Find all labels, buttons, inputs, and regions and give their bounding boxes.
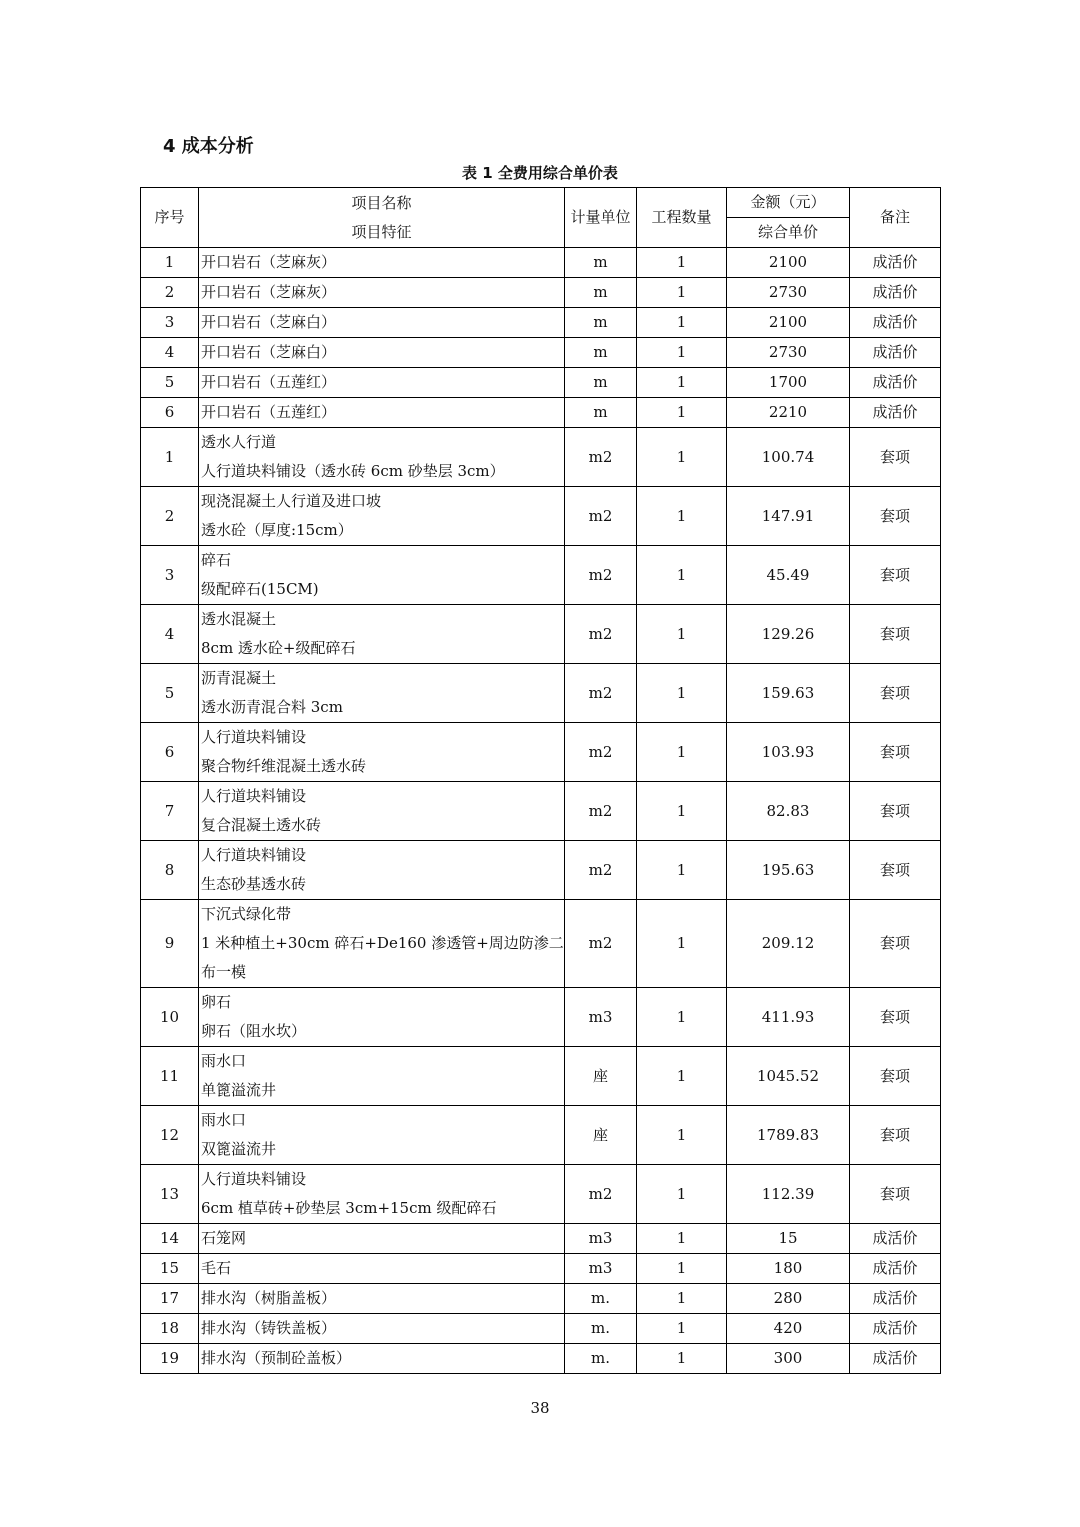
table-row	[141, 782, 941, 841]
row-unit-price-cell: 195.63	[727, 841, 850, 900]
item-feature: 6cm 植草砖+砂垫层 3cm+15cm 级配碎石	[201, 1199, 497, 1217]
row-index-cell: 7	[141, 782, 199, 841]
row-remark-cell: 套项	[850, 546, 941, 605]
row-unit-cell: m	[565, 278, 637, 308]
row-unit-cell: m	[565, 308, 637, 338]
row-unit-cell: m3	[565, 988, 637, 1047]
row-index-cell: 1	[141, 428, 199, 487]
row-unit-cell: m2	[565, 605, 637, 664]
header-unit-price: 综合单价	[727, 218, 850, 248]
row-quantity-cell: 1	[637, 988, 727, 1047]
row-remark-cell: 套项	[850, 723, 941, 782]
item-name: 雨水口	[201, 1111, 247, 1129]
section-heading: 4 成本分析	[163, 136, 254, 157]
item-name: 排水沟（铸铁盖板）	[201, 1319, 337, 1337]
row-unit-cell: m2	[565, 487, 637, 546]
row-quantity-cell: 1	[637, 1165, 727, 1224]
row-quantity-cell: 1	[637, 1106, 727, 1165]
item-feature: 1 米种植土+30cm 碎石+De160 渗透管+周边防渗二	[201, 934, 564, 952]
row-quantity-cell: 1	[637, 248, 727, 278]
row-unit-price-cell: 147.91	[727, 487, 850, 546]
table-row	[141, 1284, 941, 1314]
item-feature: 级配碎石(15CM)	[201, 580, 319, 598]
row-index-cell: 5	[141, 368, 199, 398]
row-index-cell: 18	[141, 1314, 199, 1344]
row-unit-price-cell: 420	[727, 1314, 850, 1344]
row-unit-cell: m	[565, 368, 637, 398]
table-header	[141, 188, 941, 248]
table-row	[141, 664, 941, 723]
row-unit-cell: m.	[565, 1344, 637, 1374]
row-remark-cell: 套项	[850, 900, 941, 988]
table-row	[141, 368, 941, 398]
table-row	[141, 605, 941, 664]
item-name: 开口岩石（五莲红）	[201, 373, 337, 391]
row-name-cell	[199, 900, 565, 988]
row-remark-cell: 成活价	[850, 368, 941, 398]
row-unit-cell: m.	[565, 1314, 637, 1344]
row-index-cell: 15	[141, 1254, 199, 1284]
row-name-cell	[199, 1047, 565, 1106]
table-row	[141, 1224, 941, 1254]
row-unit-cell: m3	[565, 1254, 637, 1284]
row-index-cell: 6	[141, 398, 199, 428]
item-name: 排水沟（树脂盖板）	[201, 1289, 337, 1307]
row-name-cell	[199, 782, 565, 841]
row-index-cell: 14	[141, 1224, 199, 1254]
row-index-cell: 19	[141, 1344, 199, 1374]
page-number: 38	[530, 1399, 550, 1417]
table-body	[141, 248, 941, 1374]
table-row	[141, 841, 941, 900]
item-name: 石笼网	[201, 1229, 247, 1247]
row-remark-cell: 成活价	[850, 1314, 941, 1344]
row-remark-cell: 套项	[850, 1165, 941, 1224]
row-quantity-cell: 1	[637, 546, 727, 605]
item-feature: 透水砼（厚度:15cm）	[201, 521, 353, 539]
row-remark-cell: 成活价	[850, 398, 941, 428]
row-unit-price-cell: 45.49	[727, 546, 850, 605]
table-row	[141, 900, 941, 988]
item-feature: 人行道块料铺设（透水砖 6cm 砂垫层 3cm）	[201, 462, 505, 480]
row-quantity-cell: 1	[637, 398, 727, 428]
row-quantity-cell: 1	[637, 900, 727, 988]
header-name-feature	[199, 188, 565, 248]
table-row	[141, 723, 941, 782]
item-name: 人行道块料铺设	[201, 787, 307, 805]
row-remark-cell: 套项	[850, 664, 941, 723]
row-unit-cell: m	[565, 398, 637, 428]
header-amount: 金额（元）	[727, 188, 850, 218]
row-unit-cell: 座	[565, 1047, 637, 1106]
row-unit-price-cell: 2210	[727, 398, 850, 428]
row-remark-cell: 成活价	[850, 248, 941, 278]
row-name-cell	[199, 988, 565, 1047]
row-unit-price-cell: 1789.83	[727, 1106, 850, 1165]
row-unit-cell: 座	[565, 1106, 637, 1165]
item-name: 人行道块料铺设	[201, 728, 307, 746]
row-index-cell: 3	[141, 546, 199, 605]
row-unit-cell: m3	[565, 1224, 637, 1254]
row-remark-cell: 套项	[850, 782, 941, 841]
row-name-cell	[199, 723, 565, 782]
row-quantity-cell: 1	[637, 723, 727, 782]
item-name: 碎石	[201, 551, 232, 569]
table-row	[141, 248, 941, 278]
row-unit-cell: m2	[565, 782, 637, 841]
row-remark-cell: 成活价	[850, 1284, 941, 1314]
row-remark-cell: 套项	[850, 1106, 941, 1165]
row-remark-cell: 成活价	[850, 308, 941, 338]
item-name: 开口岩石（芝麻白）	[201, 313, 337, 331]
row-unit-price-cell: 129.26	[727, 605, 850, 664]
row-remark-cell: 套项	[850, 487, 941, 546]
header-quantity: 工程数量	[637, 188, 727, 248]
row-unit-price-cell: 2730	[727, 278, 850, 308]
row-unit-cell: m	[565, 338, 637, 368]
table-row	[141, 1047, 941, 1106]
item-name: 人行道块料铺设	[201, 846, 307, 864]
row-remark-cell: 成活价	[850, 278, 941, 308]
row-remark-cell: 套项	[850, 605, 941, 664]
item-feature: 布一模	[201, 963, 247, 981]
row-unit-price-cell: 103.93	[727, 723, 850, 782]
row-index-cell: 11	[141, 1047, 199, 1106]
row-index-cell: 8	[141, 841, 199, 900]
table-row	[141, 308, 941, 338]
table-row	[141, 398, 941, 428]
row-index-cell: 12	[141, 1106, 199, 1165]
row-quantity-cell: 1	[637, 1047, 727, 1106]
header-feature: 项目特征	[351, 222, 412, 241]
row-name-cell	[199, 398, 565, 428]
item-feature: 复合混凝土透水砖	[201, 816, 322, 834]
header-unit: 计量单位	[565, 188, 637, 248]
row-quantity-cell: 1	[637, 338, 727, 368]
row-name-cell	[199, 1106, 565, 1165]
table-row	[141, 338, 941, 368]
row-name-cell	[199, 278, 565, 308]
item-name: 人行道块料铺设	[201, 1170, 307, 1188]
table-row	[141, 988, 941, 1047]
row-remark-cell: 套项	[850, 988, 941, 1047]
table-row	[141, 1314, 941, 1344]
header-remark: 备注	[850, 188, 941, 248]
row-name-cell	[199, 664, 565, 723]
row-name-cell	[199, 1254, 565, 1284]
item-feature: 8cm 透水砼+级配碎石	[201, 639, 356, 657]
row-unit-price-cell: 15	[727, 1224, 850, 1254]
row-index-cell: 17	[141, 1284, 199, 1314]
table-row	[141, 278, 941, 308]
row-index-cell: 13	[141, 1165, 199, 1224]
row-unit-cell: m2	[565, 664, 637, 723]
item-name: 下沉式绿化带	[201, 905, 292, 923]
row-unit-price-cell: 180	[727, 1254, 850, 1284]
row-unit-price-cell: 209.12	[727, 900, 850, 988]
row-unit-cell: m2	[565, 900, 637, 988]
row-index-cell: 1	[141, 248, 199, 278]
item-feature: 透水沥青混合料 3cm	[201, 698, 343, 716]
item-feature: 卵石（阻水坎）	[201, 1022, 307, 1040]
row-unit-price-cell: 100.74	[727, 428, 850, 487]
cost-table	[140, 187, 941, 1374]
row-index-cell: 4	[141, 338, 199, 368]
row-index-cell: 10	[141, 988, 199, 1047]
item-name: 雨水口	[201, 1052, 247, 1070]
item-name: 毛石	[201, 1259, 232, 1277]
row-quantity-cell: 1	[637, 1224, 727, 1254]
table-row	[141, 1106, 941, 1165]
header-index: 序号	[141, 188, 199, 248]
table-row	[141, 428, 941, 487]
row-remark-cell: 套项	[850, 428, 941, 487]
item-feature: 生态砂基透水砖	[201, 875, 307, 893]
row-index-cell: 9	[141, 900, 199, 988]
row-quantity-cell: 1	[637, 1284, 727, 1314]
table-row	[141, 487, 941, 546]
item-name: 开口岩石（五莲红）	[201, 403, 337, 421]
row-remark-cell: 套项	[850, 1047, 941, 1106]
item-name: 卵石	[201, 993, 232, 1011]
row-index-cell: 5	[141, 664, 199, 723]
row-unit-price-cell: 411.93	[727, 988, 850, 1047]
item-name: 开口岩石（芝麻灰）	[201, 283, 337, 301]
row-unit-price-cell: 2100	[727, 308, 850, 338]
row-remark-cell: 成活价	[850, 1254, 941, 1284]
item-feature: 双篦溢流井	[201, 1140, 277, 1158]
row-index-cell: 6	[141, 723, 199, 782]
item-name: 沥青混凝土	[201, 669, 277, 687]
row-name-cell	[199, 841, 565, 900]
row-unit-price-cell: 300	[727, 1344, 850, 1374]
row-unit-cell: m2	[565, 1165, 637, 1224]
item-feature: 单篦溢流井	[201, 1081, 277, 1099]
row-quantity-cell: 1	[637, 308, 727, 338]
table-caption: 表 1 全费用综合单价表	[462, 164, 618, 182]
row-name-cell	[199, 1224, 565, 1254]
row-quantity-cell: 1	[637, 605, 727, 664]
row-name-cell	[199, 1284, 565, 1314]
row-index-cell: 3	[141, 308, 199, 338]
row-name-cell	[199, 546, 565, 605]
table-row	[141, 546, 941, 605]
row-name-cell	[199, 1344, 565, 1374]
row-name-cell	[199, 605, 565, 664]
row-index-cell: 4	[141, 605, 199, 664]
row-name-cell	[199, 338, 565, 368]
row-unit-price-cell: 1045.52	[727, 1047, 850, 1106]
row-unit-cell: m2	[565, 841, 637, 900]
row-remark-cell: 成活价	[850, 1224, 941, 1254]
row-unit-cell: m	[565, 248, 637, 278]
row-quantity-cell: 1	[637, 782, 727, 841]
row-quantity-cell: 1	[637, 487, 727, 546]
row-quantity-cell: 1	[637, 841, 727, 900]
row-quantity-cell: 1	[637, 278, 727, 308]
row-index-cell: 2	[141, 278, 199, 308]
row-name-cell	[199, 487, 565, 546]
row-unit-cell: m2	[565, 723, 637, 782]
row-remark-cell: 套项	[850, 841, 941, 900]
row-unit-cell: m2	[565, 546, 637, 605]
row-name-cell	[199, 1314, 565, 1344]
row-quantity-cell: 1	[637, 1344, 727, 1374]
row-index-cell: 2	[141, 487, 199, 546]
row-quantity-cell: 1	[637, 428, 727, 487]
item-name: 现浇混凝土人行道及进口坡	[201, 492, 382, 510]
row-name-cell	[199, 308, 565, 338]
row-name-cell	[199, 428, 565, 487]
row-name-cell	[199, 1165, 565, 1224]
row-unit-price-cell: 280	[727, 1284, 850, 1314]
item-name: 透水混凝土	[201, 610, 277, 628]
row-quantity-cell: 1	[637, 368, 727, 398]
row-unit-cell: m2	[565, 428, 637, 487]
row-unit-price-cell: 159.63	[727, 664, 850, 723]
row-unit-price-cell: 82.83	[727, 782, 850, 841]
item-feature: 聚合物纤维混凝土透水砖	[201, 757, 367, 775]
table-row	[141, 1254, 941, 1284]
row-unit-price-cell: 2100	[727, 248, 850, 278]
table-row	[141, 1344, 941, 1374]
item-name: 透水人行道	[201, 433, 277, 451]
row-name-cell	[199, 368, 565, 398]
row-quantity-cell: 1	[637, 1314, 727, 1344]
row-name-cell	[199, 248, 565, 278]
row-remark-cell: 成活价	[850, 1344, 941, 1374]
header-name: 项目名称	[351, 193, 412, 212]
item-name: 排水沟（预制砼盖板）	[201, 1349, 352, 1367]
row-unit-price-cell: 112.39	[727, 1165, 850, 1224]
row-unit-price-cell: 2730	[727, 338, 850, 368]
row-quantity-cell: 1	[637, 1254, 727, 1284]
item-name: 开口岩石（芝麻灰）	[201, 253, 337, 271]
row-unit-price-cell: 1700	[727, 368, 850, 398]
row-unit-cell: m.	[565, 1284, 637, 1314]
item-name: 开口岩石（芝麻白）	[201, 343, 337, 361]
table-row	[141, 1165, 941, 1224]
row-quantity-cell: 1	[637, 664, 727, 723]
row-remark-cell: 成活价	[850, 338, 941, 368]
